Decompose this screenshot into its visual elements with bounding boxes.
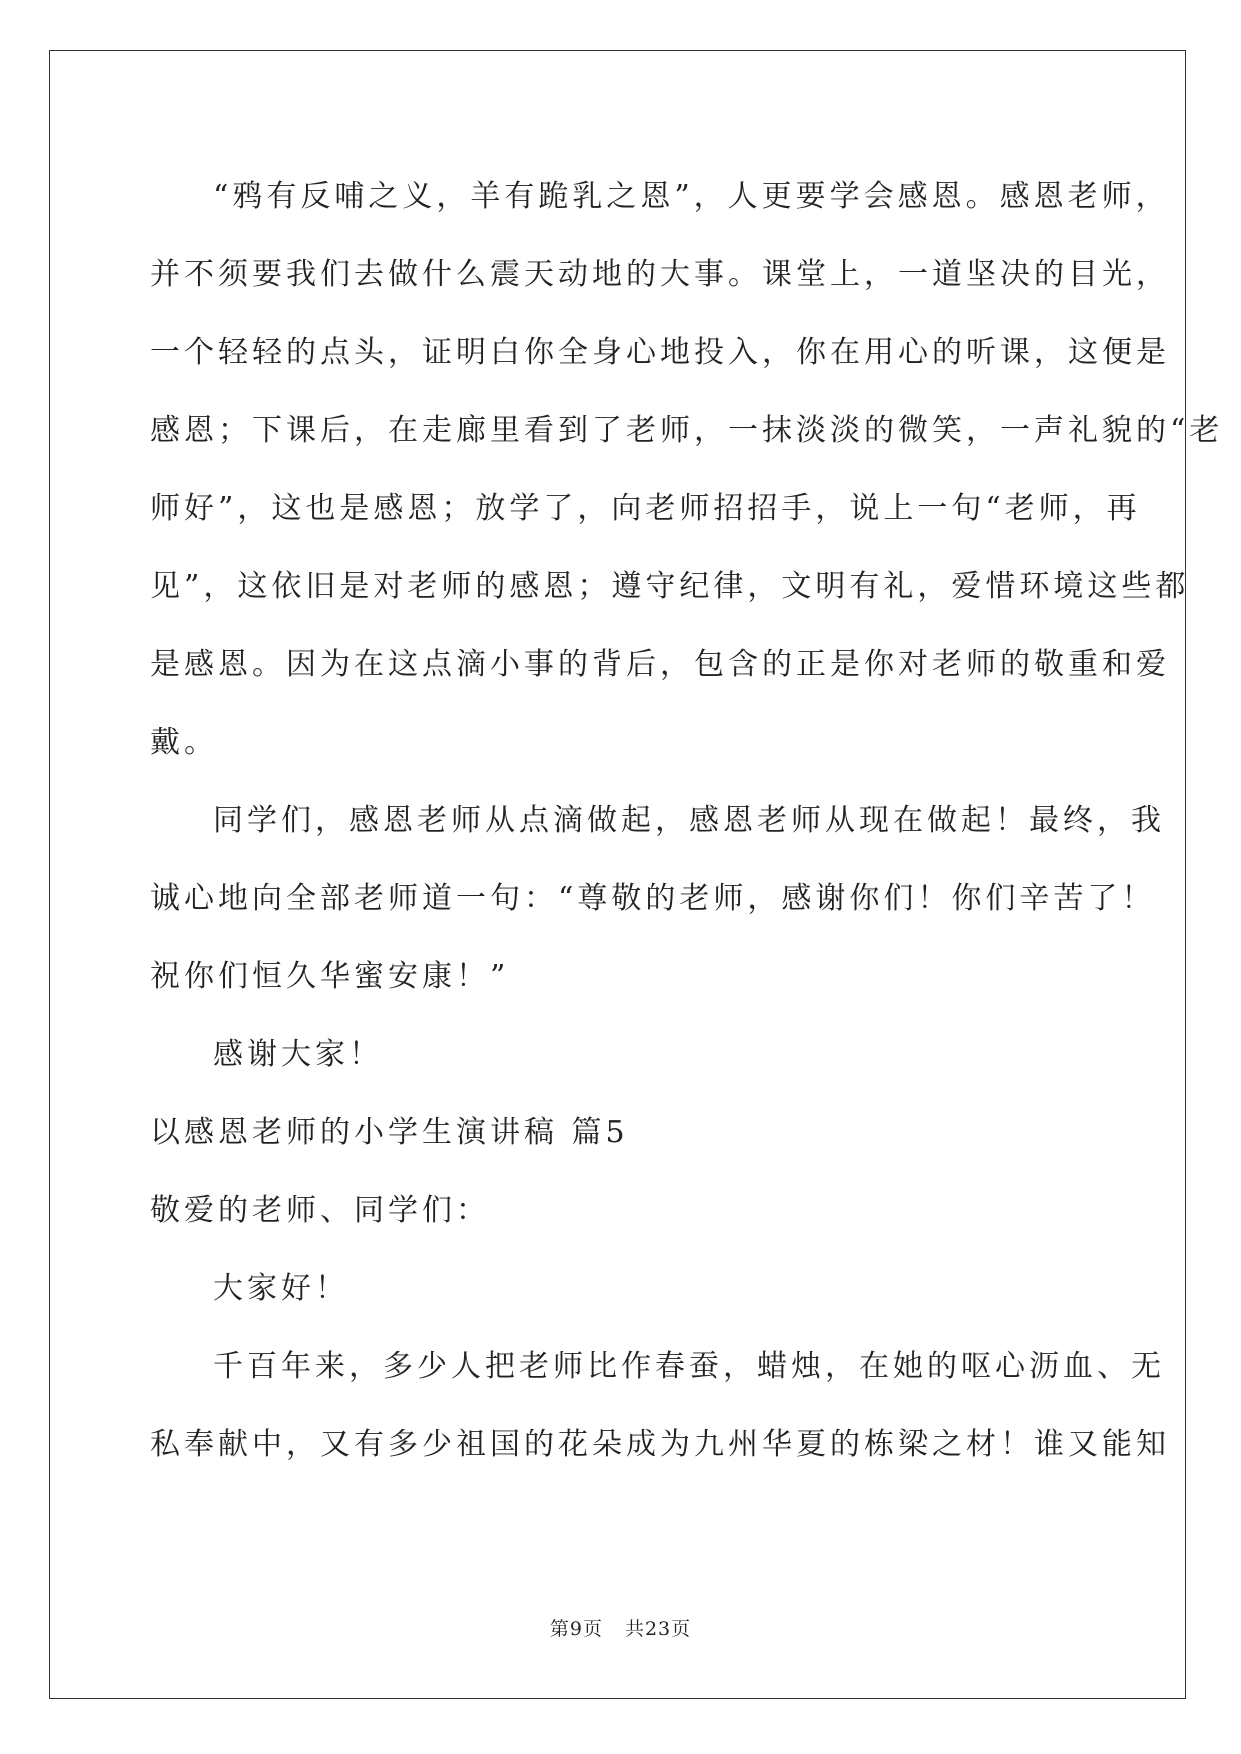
greeting: 大家好！ xyxy=(213,1271,349,1306)
text-line: 见”，这依旧是对老师的感恩；遵守纪律，文明有礼，爱惜环境这些都 xyxy=(150,569,1190,604)
document-body xyxy=(150,158,1224,1484)
total-pages: 共23页 xyxy=(624,1618,692,1640)
text-line: 感恩；下课后，在走廊里看到了老师，一抹淡淡的微笑，一声礼貌的“老 xyxy=(150,413,1224,448)
text-line: 感谢大家！ xyxy=(213,1037,383,1072)
section-heading: 以感恩老师的小学生演讲稿 篇5 xyxy=(150,1115,629,1150)
page-footer xyxy=(0,1614,1241,1641)
text-line: 师好”，这也是感恩；放学了，向老师招招手，说上一句“老师，再 xyxy=(150,491,1141,526)
text-line: 千百年来，多少人把老师比作春蚕，蜡烛，在她的呕心沥血、无 xyxy=(213,1349,1165,1384)
text-line: 一个轻轻的点头，证明白你全身心地投入，你在用心的听课，这便是 xyxy=(150,335,1170,370)
text-line: 诚心地向全部老师道一句：“尊敬的老师，感谢你们！你们辛苦了！ xyxy=(150,881,1156,916)
page-number: 第9页 xyxy=(549,1618,603,1640)
text-line: 祝你们恒久华蜜安康！” xyxy=(150,959,510,994)
text-line: 私奉献中，又有多少祖国的花朵成为九州华夏的栋梁之材！谁又能知 xyxy=(150,1427,1170,1462)
text-line: 并不须要我们去做什么震天动地的大事。课堂上，一道坚决的目光， xyxy=(150,257,1170,292)
text-line: “鸦有反哺之义，羊有跪乳之恩”，人更要学会感恩。感恩老师， xyxy=(213,179,1170,214)
text-line: 是感恩。因为在这点滴小事的背后，包含的正是你对老师的敬重和爱 xyxy=(150,647,1170,682)
text-line: 同学们，感恩老师从点滴做起，感恩老师从现在做起！最终，我 xyxy=(213,803,1165,838)
salutation: 敬爱的老师、同学们： xyxy=(150,1193,490,1228)
text-line: 戴。 xyxy=(150,725,218,760)
